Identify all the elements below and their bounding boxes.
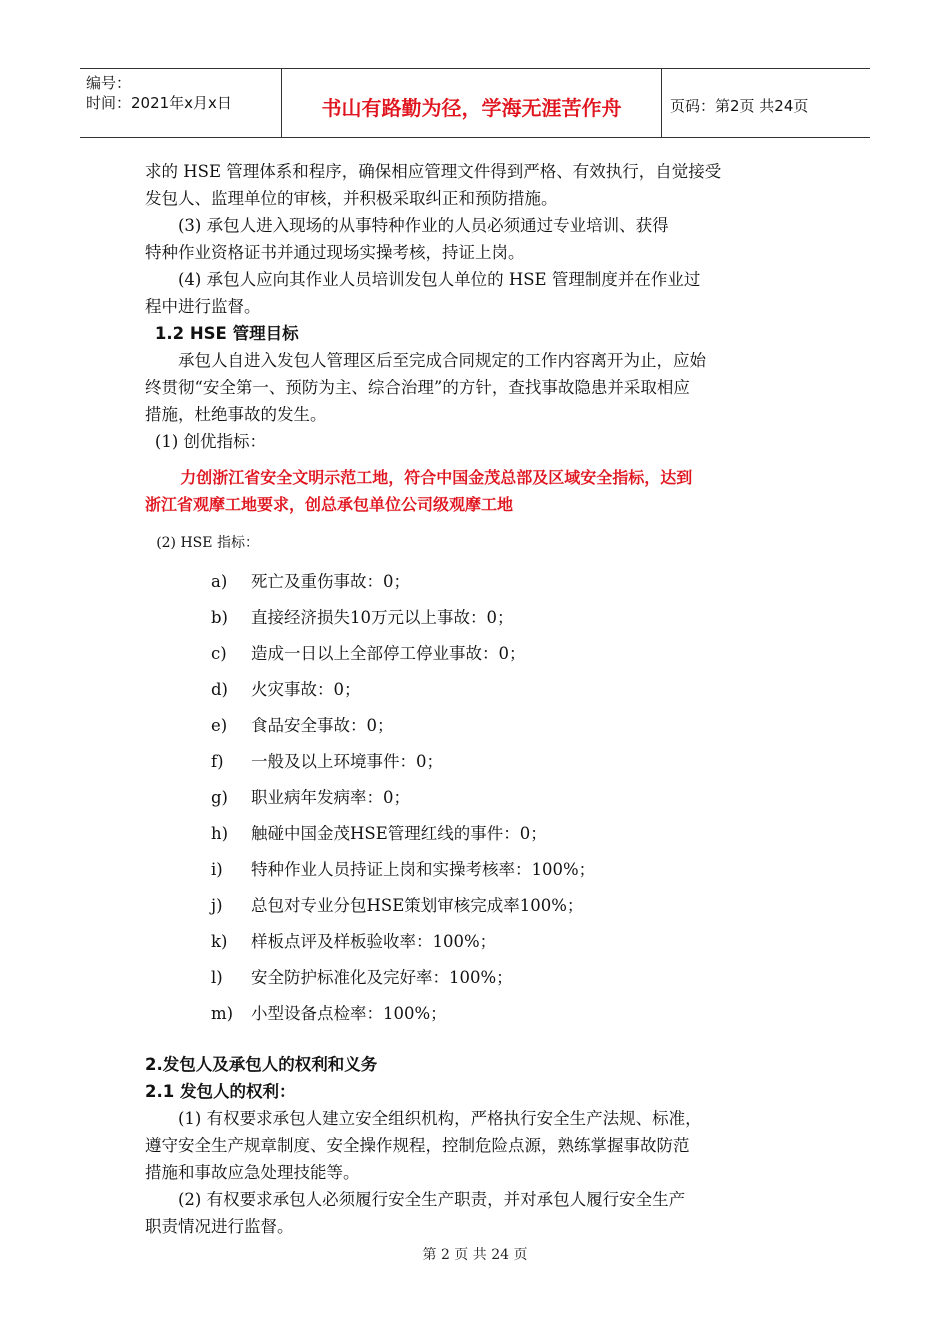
paragraph-line: 终贯彻“安全第一、预防为主、综合治理”的方针，查找事故隐患并采取相应	[145, 378, 690, 397]
list-item	[145, 743, 805, 779]
red-line: 浙江省观摩工地要求，创总承包单位公司级观摩工地	[145, 495, 514, 514]
list-text: 食品安全事故：0；	[251, 715, 394, 735]
list-item	[145, 995, 805, 1031]
section-heading-1-2: 1.2 HSE 管理目标	[154, 324, 299, 343]
paragraph-line: 措施和事故应急处理技能等。	[145, 1163, 360, 1182]
paragraph-line: (1) 有权要求承包人建立安全组织机构，严格执行安全生产法规、标准，	[178, 1109, 702, 1128]
section-heading-2-1: 2.1 发包人的权利：	[145, 1082, 296, 1101]
list-text: 一般及以上环境事件：0；	[251, 751, 443, 771]
list-key: c)	[211, 643, 227, 663]
list-item	[145, 779, 805, 815]
section-heading-2: 2.发包人及承包人的权利和义务	[145, 1055, 378, 1074]
list-text: 小型设备点检率：100%；	[251, 1003, 447, 1023]
list-key: b)	[211, 607, 228, 627]
paragraph-line: 特种作业资格证书并通过现场实操考核，持证上岗。	[145, 243, 525, 262]
header-slogan: 书山有路勤为径，学海无涯苦作舟	[282, 69, 662, 137]
list-key: a)	[211, 571, 228, 591]
time-label: 时间：2021年x月x日	[86, 94, 232, 112]
page-header	[80, 68, 870, 138]
list-item	[145, 887, 805, 923]
red-line: 力创浙江省安全文明示范工地，符合中国金茂总部及区域安全指标，达到	[180, 468, 693, 487]
list-key: m)	[211, 1003, 234, 1023]
header-page-label: 页码：第2页 共24页	[670, 96, 809, 115]
list-key: e)	[211, 715, 228, 735]
paragraph-line: (2) 有权要求承包人必须履行安全生产职责，并对承包人履行安全生产	[178, 1190, 686, 1209]
list-item	[145, 707, 805, 743]
list-text: 火灾事故：0；	[251, 679, 361, 699]
list-text: 职业病年发病率：0；	[251, 787, 410, 807]
paragraph-line: 遵守安全生产规章制度、安全操作规程，控制危险点源，熟练掌握事故防范	[145, 1136, 690, 1155]
item-label-excellence: (1) 创优指标：	[154, 432, 267, 451]
paragraph-line: 程中进行监督。	[145, 297, 261, 316]
list-key: k)	[211, 931, 228, 951]
item-label-hse: (2) HSE 指标：	[156, 535, 259, 551]
list-text: 总包对专业分包HSE策划审核完成率100%；	[251, 895, 584, 915]
paragraph-line: (3) 承包人进入现场的从事特种作业的人员必须通过专业培训、获得	[178, 216, 669, 235]
list-item	[145, 959, 805, 995]
paragraph-line: 求的 HSE 管理体系和程序，确保相应管理文件得到严格、有效执行，自觉接受	[145, 162, 722, 181]
paragraph-line: 措施，杜绝事故的发生。	[145, 405, 327, 424]
hse-indicator-list	[145, 563, 805, 1031]
list-text: 直接经济损失10万元以上事故：0；	[251, 607, 514, 627]
list-key: i)	[211, 859, 223, 879]
paragraph-line: 发包人、监理单位的审核，并积极采取纠正和预防措施。	[145, 189, 558, 208]
list-text: 样板点评及样板验收率：100%；	[251, 931, 497, 951]
document-body	[145, 158, 805, 1240]
list-text: 造成一日以上全部停工停业事故：0；	[251, 643, 526, 663]
list-key: f)	[211, 751, 224, 771]
header-meta	[80, 69, 282, 137]
list-item	[145, 923, 805, 959]
list-text: 安全防护标准化及完好率：100%；	[251, 967, 513, 987]
paragraph-line: 承包人自进入发包人管理区后至完成合同规定的工作内容离开为止，应始	[178, 351, 706, 370]
list-item	[145, 635, 805, 671]
list-key: j)	[211, 895, 223, 915]
list-item	[145, 599, 805, 635]
page-footer: 第 2 页 共 24 页	[422, 1247, 528, 1263]
list-key: l)	[211, 967, 223, 987]
list-text: 特种作业人员持证上岗和实操考核率：100%；	[251, 859, 596, 879]
list-item	[145, 563, 805, 599]
paragraph-line: (4) 承包人应向其作业人员培训发包人单位的 HSE 管理制度并在作业过	[178, 270, 701, 289]
list-item	[145, 815, 805, 851]
list-key: g)	[211, 787, 228, 807]
list-item	[145, 851, 805, 887]
list-text: 触碰中国金茂HSE管理红线的事件：0；	[251, 823, 547, 843]
number-label: 编号：	[86, 74, 132, 92]
paragraph-line: 职责情况进行监督。	[145, 1217, 294, 1236]
list-key: h)	[211, 823, 229, 843]
list-key: d)	[211, 679, 228, 699]
excellence-target	[145, 464, 805, 518]
list-item	[145, 671, 805, 707]
list-text: 死亡及重伤事故：0；	[251, 571, 410, 591]
